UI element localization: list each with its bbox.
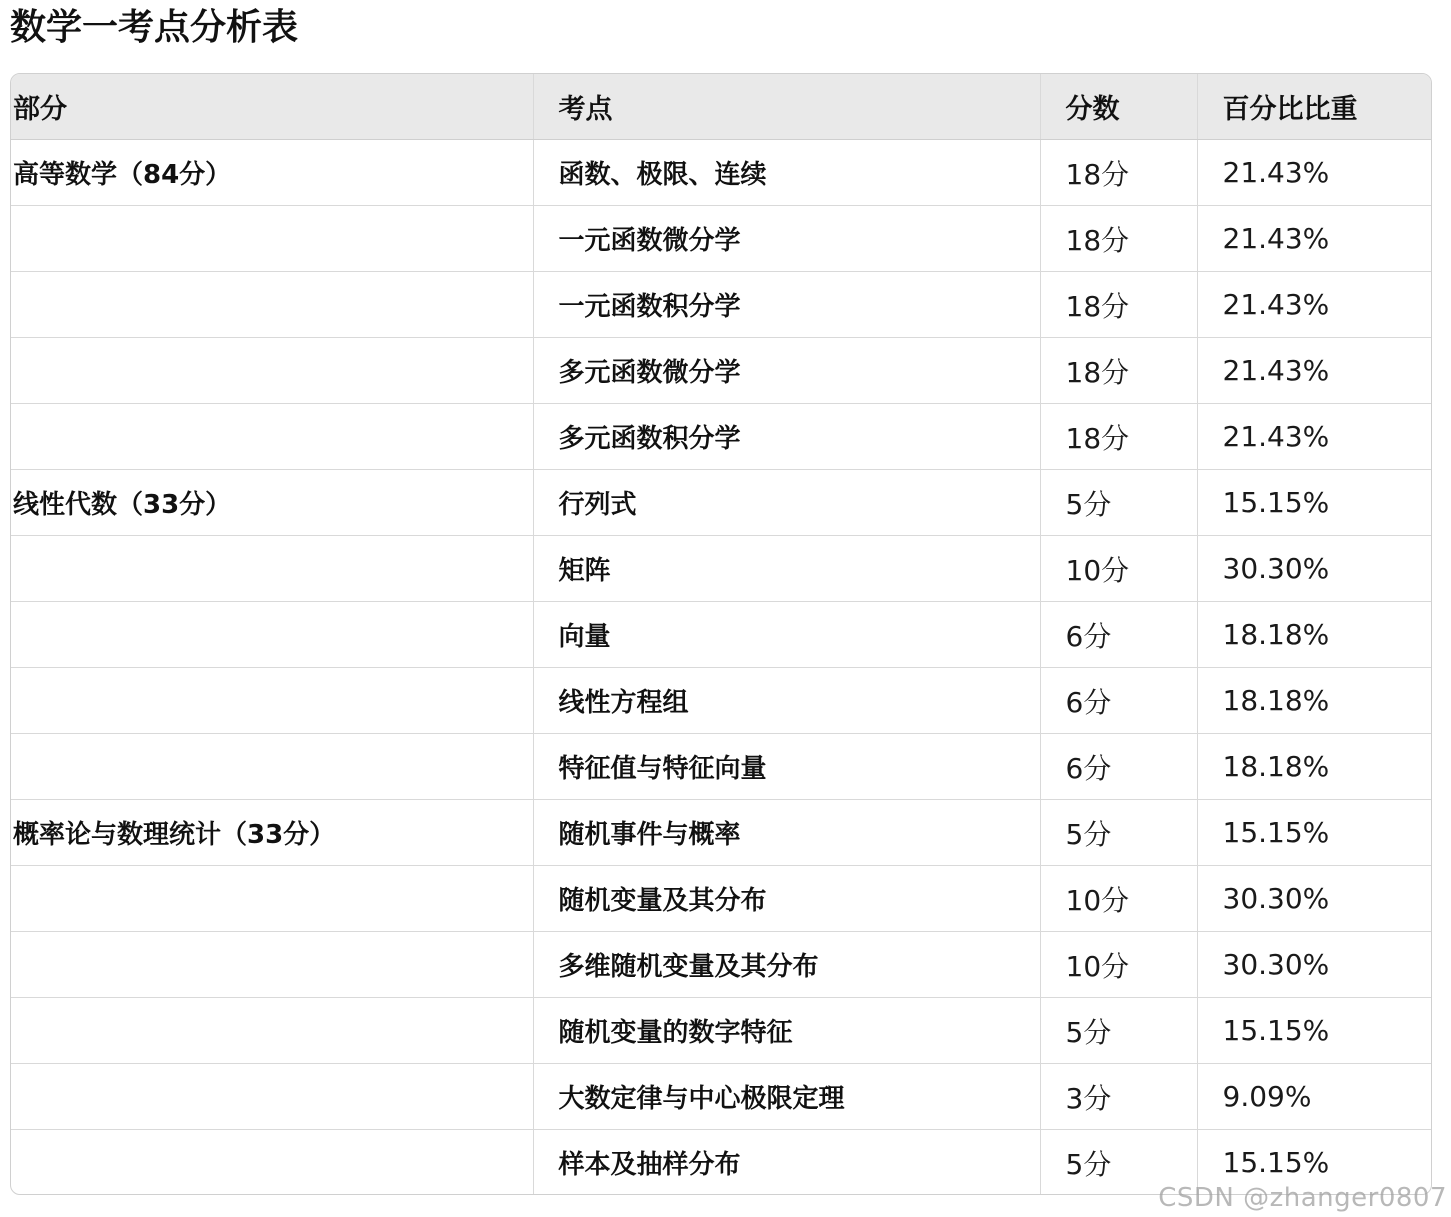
topic-cell: 一元函数积分学 <box>533 272 1040 338</box>
score-cell: 5分 <box>1040 1130 1197 1196</box>
topic-cell: 多元函数微分学 <box>533 338 1040 404</box>
section-cell <box>11 866 533 932</box>
table-row <box>11 602 1431 668</box>
percent-cell: 21.43% <box>1197 404 1431 470</box>
topic-cell: 一元函数微分学 <box>533 206 1040 272</box>
section-cell <box>11 536 533 602</box>
percent-cell: 21.43% <box>1197 206 1431 272</box>
score-cell: 5分 <box>1040 800 1197 866</box>
percent-cell: 15.15% <box>1197 470 1431 536</box>
topic-cell: 大数定律与中心极限定理 <box>533 1064 1040 1130</box>
score-cell: 5分 <box>1040 998 1197 1064</box>
percent-cell: 21.43% <box>1197 338 1431 404</box>
percent-cell: 30.30% <box>1197 536 1431 602</box>
score-cell: 6分 <box>1040 668 1197 734</box>
section-cell <box>11 602 533 668</box>
percent-cell: 15.15% <box>1197 800 1431 866</box>
table-row <box>11 800 1431 866</box>
section-cell <box>11 668 533 734</box>
percent-cell: 21.43% <box>1197 272 1431 338</box>
section-cell: 概率论与数理统计（33分） <box>11 800 533 866</box>
exam-points-table <box>10 73 1432 1195</box>
table-row <box>11 404 1431 470</box>
section-cell <box>11 338 533 404</box>
topic-cell: 多维随机变量及其分布 <box>533 932 1040 998</box>
table-row <box>11 668 1431 734</box>
topic-cell: 线性方程组 <box>533 668 1040 734</box>
table-row <box>11 734 1431 800</box>
column-header-section: 部分 <box>11 74 533 140</box>
table-row <box>11 206 1431 272</box>
topic-cell: 随机变量及其分布 <box>533 866 1040 932</box>
score-cell: 18分 <box>1040 404 1197 470</box>
percent-cell: 18.18% <box>1197 668 1431 734</box>
topic-cell: 多元函数积分学 <box>533 404 1040 470</box>
score-cell: 5分 <box>1040 470 1197 536</box>
table-row <box>11 1064 1431 1130</box>
table-row <box>11 932 1431 998</box>
topic-cell: 随机变量的数字特征 <box>533 998 1040 1064</box>
score-cell: 10分 <box>1040 932 1197 998</box>
section-cell: 高等数学（84分） <box>11 140 533 206</box>
score-cell: 6分 <box>1040 602 1197 668</box>
section-cell <box>11 206 533 272</box>
percent-cell: 18.18% <box>1197 734 1431 800</box>
score-cell: 18分 <box>1040 272 1197 338</box>
table-row <box>11 998 1431 1064</box>
percent-cell: 30.30% <box>1197 932 1431 998</box>
section-cell <box>11 932 533 998</box>
topic-cell: 函数、极限、连续 <box>533 140 1040 206</box>
table-row <box>11 536 1431 602</box>
table-row <box>11 470 1431 536</box>
section-cell <box>11 1130 533 1196</box>
topic-cell: 特征值与特征向量 <box>533 734 1040 800</box>
score-cell: 3分 <box>1040 1064 1197 1130</box>
percent-cell: 9.09% <box>1197 1064 1431 1130</box>
data-table <box>11 74 1431 1195</box>
score-cell: 18分 <box>1040 206 1197 272</box>
score-cell: 18分 <box>1040 140 1197 206</box>
section-cell <box>11 404 533 470</box>
section-cell <box>11 998 533 1064</box>
column-header-topic: 考点 <box>533 74 1040 140</box>
topic-cell: 样本及抽样分布 <box>533 1130 1040 1196</box>
topic-cell: 行列式 <box>533 470 1040 536</box>
topic-cell: 随机事件与概率 <box>533 800 1040 866</box>
table-row <box>11 866 1431 932</box>
header-row <box>11 74 1431 140</box>
table-body <box>11 140 1431 1196</box>
watermark: CSDN @zhanger0807 <box>1158 1183 1447 1213</box>
score-cell: 10分 <box>1040 536 1197 602</box>
percent-cell: 15.15% <box>1197 998 1431 1064</box>
score-cell: 6分 <box>1040 734 1197 800</box>
column-header-score: 分数 <box>1040 74 1197 140</box>
percent-cell: 18.18% <box>1197 602 1431 668</box>
score-cell: 10分 <box>1040 866 1197 932</box>
section-cell <box>11 1064 533 1130</box>
percent-cell: 15.15% <box>1222 1146 1330 1179</box>
table-row <box>11 338 1431 404</box>
column-header-percent: 百分比比重 <box>1197 74 1431 140</box>
table-header <box>11 74 1431 140</box>
page-title: 数学一考点分析表 <box>10 7 299 48</box>
section-cell <box>11 734 533 800</box>
percent-cell: 30.30% <box>1197 866 1431 932</box>
section-cell: 线性代数（33分） <box>11 470 533 536</box>
score-cell: 18分 <box>1040 338 1197 404</box>
topic-cell: 矩阵 <box>533 536 1040 602</box>
percent-cell: 21.43% <box>1197 140 1431 206</box>
table-row <box>11 140 1431 206</box>
topic-cell: 向量 <box>533 602 1040 668</box>
table-row <box>11 272 1431 338</box>
section-cell <box>11 272 533 338</box>
